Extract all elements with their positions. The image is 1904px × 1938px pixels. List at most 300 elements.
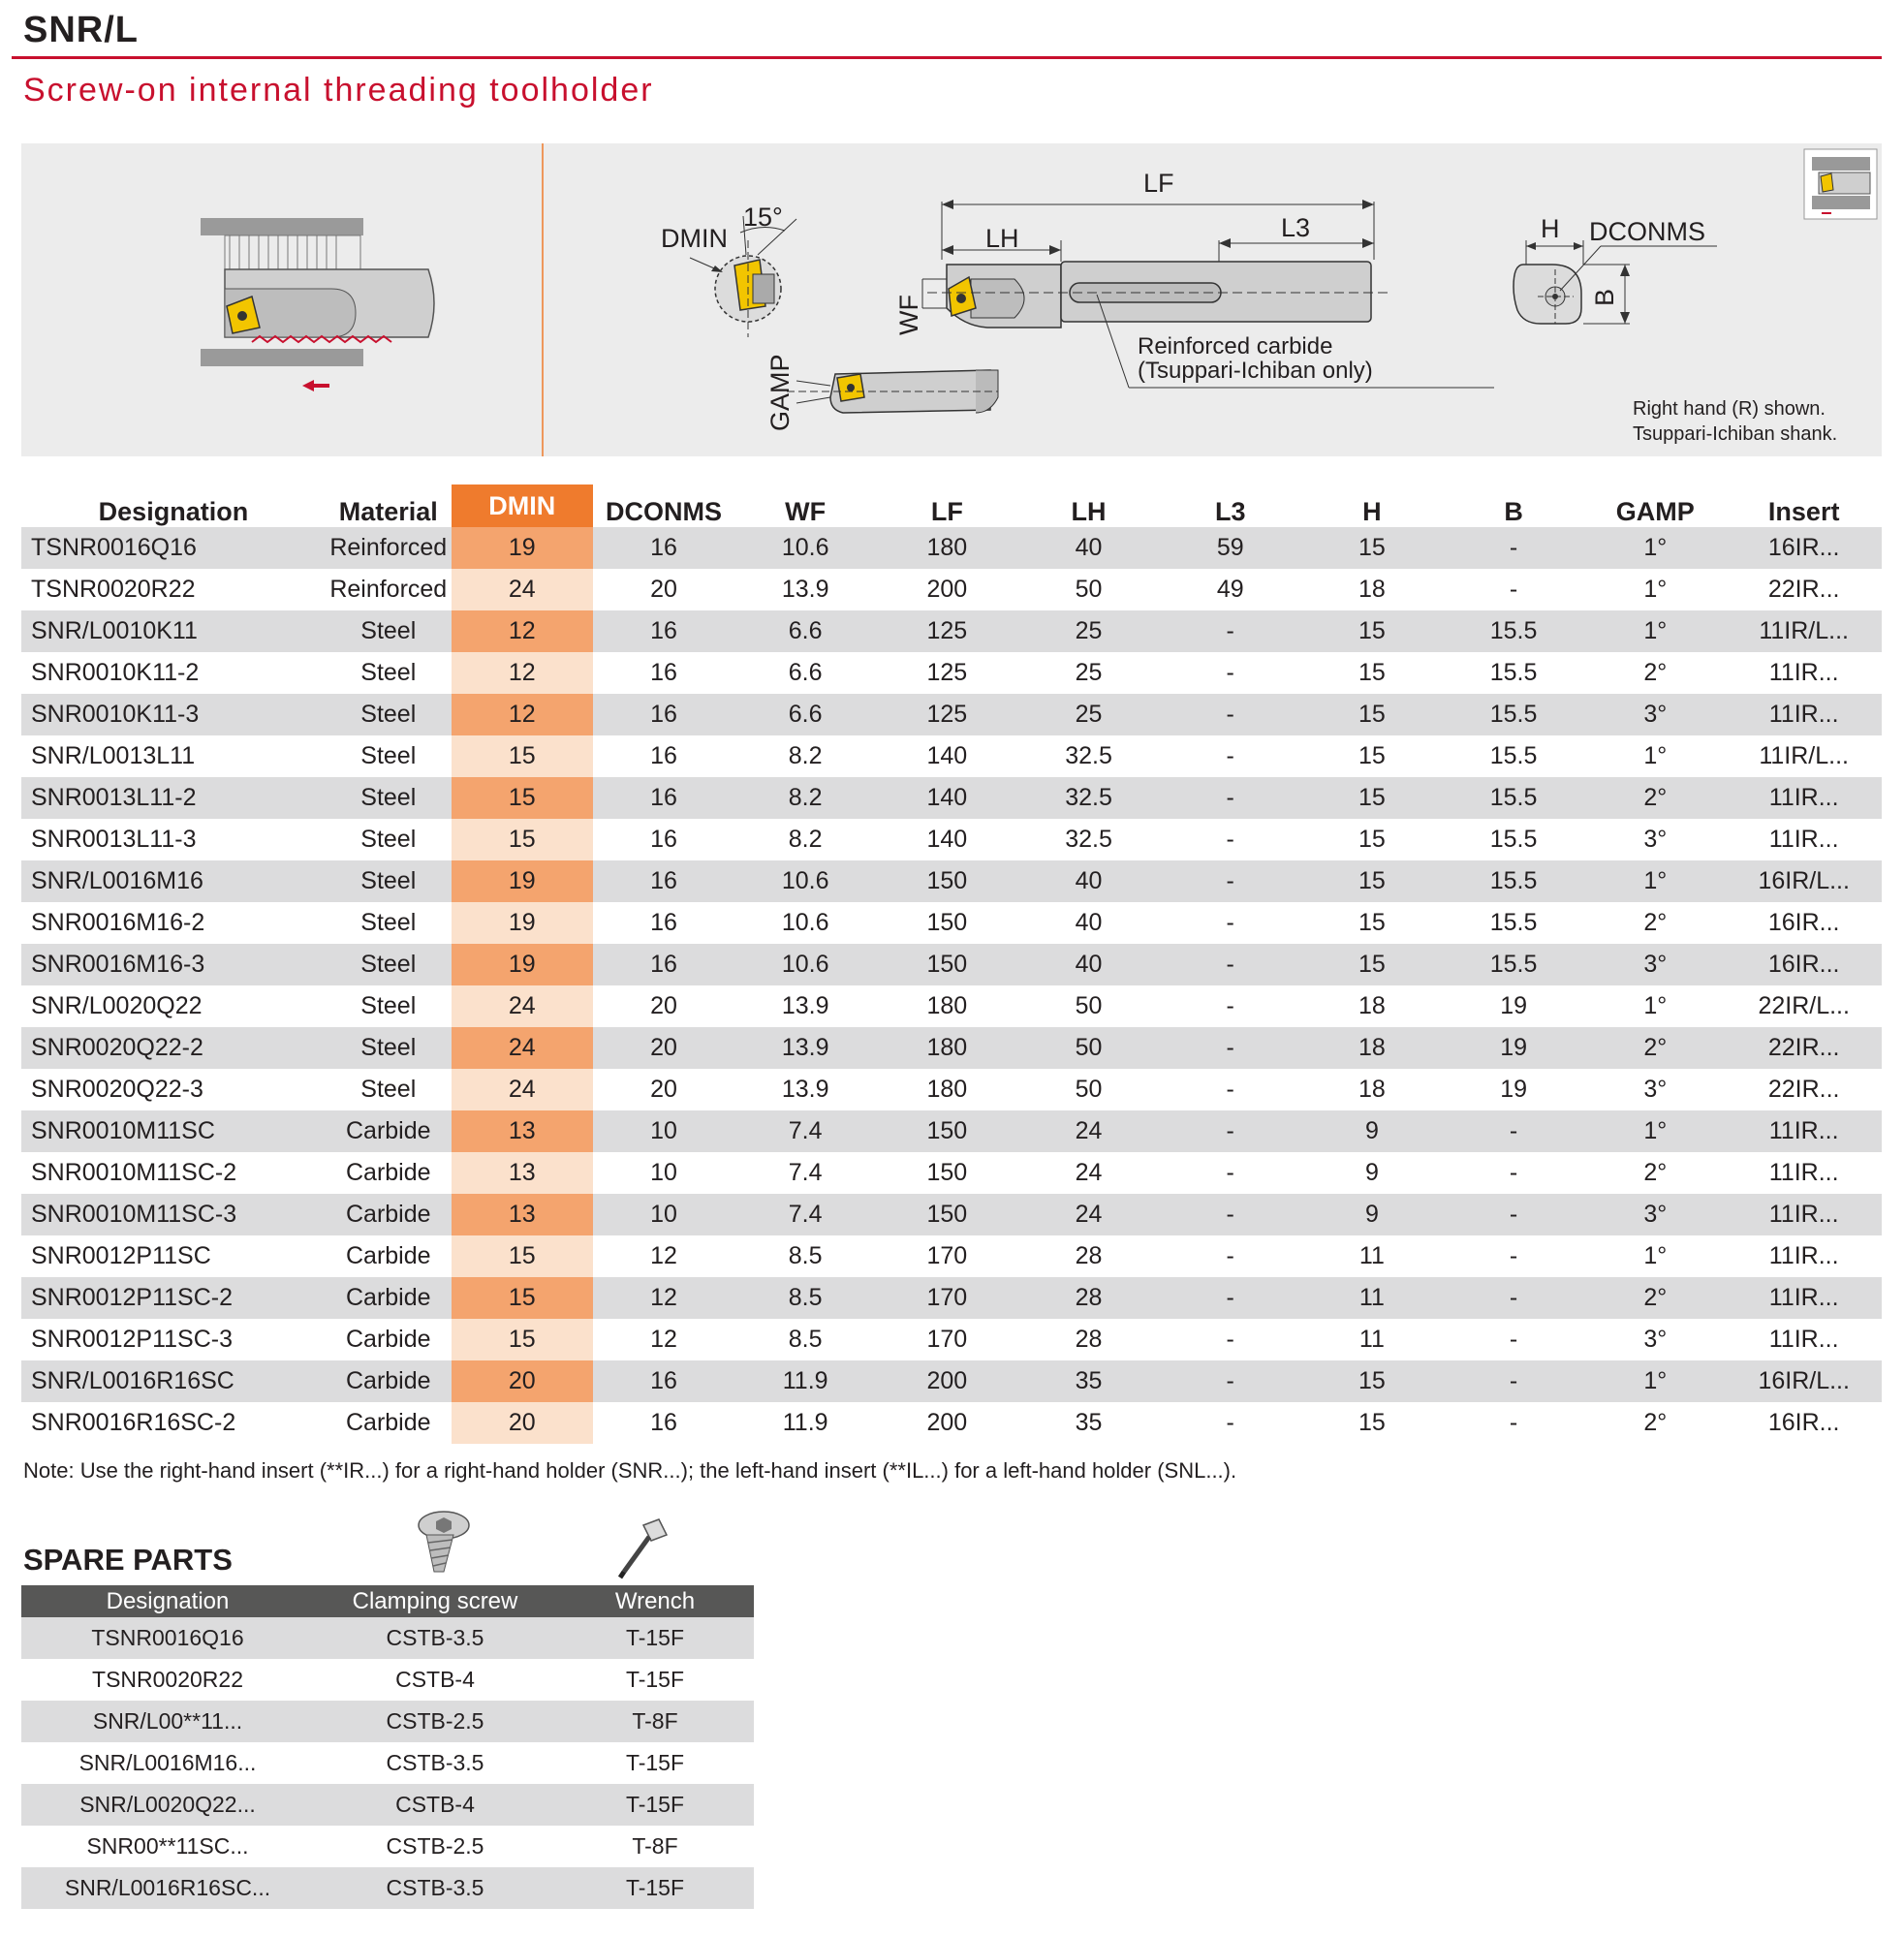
table-header-row <box>21 484 1882 527</box>
table-cell: - <box>1443 1402 1584 1444</box>
table-cell: 16 <box>593 610 734 652</box>
table-cell: - <box>1160 902 1301 944</box>
table-cell: 15.5 <box>1443 610 1584 652</box>
page-subtitle: Screw-on internal threading toolholder <box>23 72 654 109</box>
table-cell: Reinforced <box>326 569 452 610</box>
label-lf: LF <box>1143 169 1174 198</box>
table-row <box>21 1277 1882 1319</box>
table-cell: 16 <box>593 777 734 819</box>
table-cell: 150 <box>876 902 1017 944</box>
table-cell: Steel <box>326 985 452 1027</box>
table-cell: 16 <box>593 1360 734 1402</box>
table-cell: 20 <box>593 985 734 1027</box>
table-cell: 20 <box>593 569 734 610</box>
spare-cell: T-15F <box>556 1659 754 1701</box>
spare-row <box>21 1742 754 1784</box>
table-cell: 12 <box>593 1277 734 1319</box>
col-header: L3 <box>1214 497 1246 526</box>
col-header: WF <box>785 497 827 526</box>
spare-row <box>21 1784 754 1826</box>
table-cell: 15 <box>1301 777 1443 819</box>
table-cell: 8.2 <box>734 735 876 777</box>
table-cell: 16IR... <box>1726 1402 1882 1444</box>
table-cell: 24 <box>1017 1194 1159 1235</box>
spare-cell: CSTB-3.5 <box>314 1742 556 1784</box>
table-cell: 1° <box>1584 985 1726 1027</box>
table-cell: - <box>1443 569 1584 610</box>
table-cell: Carbide <box>326 1402 452 1444</box>
table-cell: 15 <box>452 819 593 860</box>
table-cell: - <box>1160 1235 1301 1277</box>
spare-row <box>21 1701 754 1742</box>
designation-cell: SNR/L0010K11 <box>21 610 326 652</box>
table-cell: 12 <box>452 652 593 694</box>
col-header: H <box>1362 497 1382 526</box>
table-cell: - <box>1160 1194 1301 1235</box>
table-cell: 13.9 <box>734 985 876 1027</box>
table-cell: 7.4 <box>734 1194 876 1235</box>
table-cell: 28 <box>1017 1235 1159 1277</box>
table-cell: - <box>1160 1319 1301 1360</box>
spare-cell: T-8F <box>556 1701 754 1742</box>
table-row <box>21 819 1882 860</box>
designation-cell: SNR0020Q22-3 <box>21 1069 326 1110</box>
table-cell: 28 <box>1017 1319 1159 1360</box>
spare-col-header: Wrench <box>556 1585 754 1617</box>
table-cell: - <box>1443 1110 1584 1152</box>
table-cell: - <box>1160 1402 1301 1444</box>
spare-cell: SNR/L00**11... <box>21 1701 314 1742</box>
table-row <box>21 1402 1882 1444</box>
designation-cell: SNR/L0016R16SC <box>21 1360 326 1402</box>
spare-cell: SNR/L0020Q22... <box>21 1784 314 1826</box>
table-cell: 19 <box>452 860 593 902</box>
table-cell: 50 <box>1017 1027 1159 1069</box>
table-cell: 200 <box>876 1360 1017 1402</box>
table-cell: - <box>1443 1235 1584 1277</box>
table-cell: 12 <box>593 1319 734 1360</box>
table-cell: 1° <box>1584 610 1726 652</box>
table-cell: 15 <box>1301 652 1443 694</box>
table-cell: 11IR... <box>1726 1110 1882 1152</box>
table-cell: 11IR/L... <box>1726 735 1882 777</box>
table-cell: 15 <box>1301 860 1443 902</box>
table-cell: 7.4 <box>734 1152 876 1194</box>
label-wf: WF <box>894 295 923 335</box>
table-cell: - <box>1443 1152 1584 1194</box>
spare-row <box>21 1867 754 1909</box>
table-cell: 19 <box>1443 985 1584 1027</box>
table-cell: 13 <box>452 1152 593 1194</box>
end-view <box>1514 240 1717 324</box>
table-cell: 11IR... <box>1726 1235 1882 1277</box>
label-h: H <box>1541 214 1560 243</box>
col-header: Material <box>338 497 438 526</box>
table-cell: 22IR... <box>1726 1069 1882 1110</box>
table-cell: 22IR... <box>1726 569 1882 610</box>
table-cell: 13 <box>452 1110 593 1152</box>
table-cell: 15.5 <box>1443 777 1584 819</box>
table-cell: 150 <box>876 1194 1017 1235</box>
table-row <box>21 652 1882 694</box>
table-cell: 24 <box>1017 1110 1159 1152</box>
table-cell: - <box>1160 1110 1301 1152</box>
col-header: Designation <box>98 497 249 526</box>
table-cell: 3° <box>1584 1319 1726 1360</box>
table-row <box>21 569 1882 610</box>
table-cell: 13.9 <box>734 1069 876 1110</box>
spare-cell: CSTB-3.5 <box>314 1617 556 1659</box>
table-row <box>21 860 1882 902</box>
table-cell: - <box>1160 860 1301 902</box>
table-cell: 15 <box>452 735 593 777</box>
table-row <box>21 902 1882 944</box>
table-cell: Reinforced <box>326 527 452 569</box>
page-title: SNR/L <box>23 10 139 50</box>
table-row <box>21 527 1882 569</box>
table-cell: 2° <box>1584 1152 1726 1194</box>
table-cell: 150 <box>876 944 1017 985</box>
designation-cell: SNR0010M11SC-3 <box>21 1194 326 1235</box>
table-cell: 2° <box>1584 1277 1726 1319</box>
table-cell: - <box>1160 694 1301 735</box>
gamp-view <box>787 370 998 413</box>
designation-cell: SNR0012P11SC-3 <box>21 1319 326 1360</box>
table-cell: 16IR... <box>1726 902 1882 944</box>
table-cell: 11IR/L... <box>1726 610 1882 652</box>
table-cell: 9 <box>1301 1194 1443 1235</box>
table-cell: Carbide <box>326 1152 452 1194</box>
table-cell: 24 <box>1017 1152 1159 1194</box>
table-cell: 15.5 <box>1443 819 1584 860</box>
table-cell: 150 <box>876 1110 1017 1152</box>
designation-cell: SNR0010K11-2 <box>21 652 326 694</box>
table-cell: 16 <box>593 860 734 902</box>
designation-cell: SNR0016M16-2 <box>21 902 326 944</box>
table-cell: 15 <box>452 1277 593 1319</box>
table-cell: 10.6 <box>734 860 876 902</box>
table-cell: 2° <box>1584 652 1726 694</box>
spare-cell: T-15F <box>556 1617 754 1659</box>
designation-cell: SNR/L0016M16 <box>21 860 326 902</box>
label-b: B <box>1590 288 1619 306</box>
table-cell: 20 <box>593 1069 734 1110</box>
table-cell: - <box>1160 944 1301 985</box>
designation-cell: TSNR0016Q16 <box>21 527 326 569</box>
usage-note: Note: Use the right-hand insert (**IR...) for a right-hand holder (SNR...); the left-hand insert (**IL...) for a left-hand holder (SNL...). <box>23 1458 1237 1483</box>
table-cell: 9 <box>1301 1152 1443 1194</box>
table-cell: 200 <box>876 569 1017 610</box>
table-cell: 24 <box>452 985 593 1027</box>
table-cell: 50 <box>1017 985 1159 1027</box>
designation-cell: SNR0013L11-2 <box>21 777 326 819</box>
table-row <box>21 1152 1882 1194</box>
table-cell: - <box>1160 610 1301 652</box>
table-cell: 11IR... <box>1726 1319 1882 1360</box>
table-cell: 2° <box>1584 1402 1726 1444</box>
spare-cell: CSTB-3.5 <box>314 1867 556 1909</box>
table-cell: 140 <box>876 777 1017 819</box>
table-row <box>21 1194 1882 1235</box>
table-cell: 11IR... <box>1726 694 1882 735</box>
table-cell: 3° <box>1584 694 1726 735</box>
table-cell: 15 <box>452 1235 593 1277</box>
threading-illustration <box>201 218 434 391</box>
table-cell: 24 <box>452 1069 593 1110</box>
table-cell: 10.6 <box>734 902 876 944</box>
col-header: B <box>1504 497 1523 526</box>
table-cell: Carbide <box>326 1277 452 1319</box>
table-cell: 1° <box>1584 527 1726 569</box>
table-cell: 11 <box>1301 1319 1443 1360</box>
table-cell: 1° <box>1584 860 1726 902</box>
table-cell: 12 <box>593 1235 734 1277</box>
table-cell: Steel <box>326 944 452 985</box>
table-cell: - <box>1443 1194 1584 1235</box>
wrench-icon <box>610 1512 678 1581</box>
table-cell: 16 <box>593 527 734 569</box>
table-cell: - <box>1443 1277 1584 1319</box>
col-header-dmin: DMIN <box>452 484 593 527</box>
table-cell: 3° <box>1584 944 1726 985</box>
table-cell: 15 <box>1301 944 1443 985</box>
table-cell: 125 <box>876 694 1017 735</box>
table-cell: Carbide <box>326 1194 452 1235</box>
table-cell: 18 <box>1301 985 1443 1027</box>
table-row <box>21 985 1882 1027</box>
table-cell: Steel <box>326 735 452 777</box>
table-cell: 2° <box>1584 777 1726 819</box>
table-cell: 11 <box>1301 1235 1443 1277</box>
table-cell: - <box>1443 1319 1584 1360</box>
table-cell: 35 <box>1017 1360 1159 1402</box>
table-cell: - <box>1160 1069 1301 1110</box>
table-cell: 10.6 <box>734 944 876 985</box>
table-row <box>21 694 1882 735</box>
table-cell: 16IR... <box>1726 944 1882 985</box>
table-cell: 16IR/L... <box>1726 1360 1882 1402</box>
designation-cell: SNR0016M16-3 <box>21 944 326 985</box>
table-cell: 15.5 <box>1443 860 1584 902</box>
table-cell: 10 <box>593 1110 734 1152</box>
table-cell: 3° <box>1584 819 1726 860</box>
table-cell: 15 <box>1301 694 1443 735</box>
table-cell: 24 <box>452 1027 593 1069</box>
table-cell: 170 <box>876 1319 1017 1360</box>
spare-cell: CSTB-2.5 <box>314 1701 556 1742</box>
table-cell: Steel <box>326 860 452 902</box>
table-cell: 11IR... <box>1726 652 1882 694</box>
table-cell: 6.6 <box>734 652 876 694</box>
toolholder-table <box>21 484 1882 1444</box>
table-cell: 20 <box>593 1027 734 1069</box>
col-header: Insert <box>1767 497 1840 526</box>
table-cell: 19 <box>1443 1069 1584 1110</box>
designation-cell: SNR0010K11-3 <box>21 694 326 735</box>
table-cell: 28 <box>1017 1277 1159 1319</box>
col-header: DCONMS <box>605 497 722 526</box>
table-cell: 32.5 <box>1017 735 1159 777</box>
table-cell: 20 <box>452 1402 593 1444</box>
table-cell: - <box>1160 777 1301 819</box>
table-cell: 16IR... <box>1726 527 1882 569</box>
table-cell: 40 <box>1017 944 1159 985</box>
table-cell: - <box>1160 985 1301 1027</box>
table-cell: 19 <box>452 902 593 944</box>
table-cell: 16 <box>593 1402 734 1444</box>
table-cell: 2° <box>1584 902 1726 944</box>
table-cell: 180 <box>876 1069 1017 1110</box>
table-cell: 22IR... <box>1726 1027 1882 1069</box>
table-cell: 16 <box>593 902 734 944</box>
table-cell: 140 <box>876 735 1017 777</box>
spare-parts-title: SPARE PARTS <box>23 1543 233 1577</box>
designation-cell: SNR0010M11SC <box>21 1110 326 1152</box>
tool-diagram-panel <box>21 143 1882 456</box>
spare-cell: SNR/L0016R16SC... <box>21 1867 314 1909</box>
table-cell: 11IR... <box>1726 777 1882 819</box>
spare-cell: T-8F <box>556 1826 754 1867</box>
table-cell: 18 <box>1301 1069 1443 1110</box>
table-cell: - <box>1160 1027 1301 1069</box>
designation-cell: SNR/L0013L11 <box>21 735 326 777</box>
table-cell: 19 <box>1443 1027 1584 1069</box>
table-cell: 1° <box>1584 569 1726 610</box>
table-row <box>21 944 1882 985</box>
table-cell: 15 <box>1301 902 1443 944</box>
table-cell: 6.6 <box>734 694 876 735</box>
table-cell: 12 <box>452 610 593 652</box>
table-cell: 32.5 <box>1017 777 1159 819</box>
table-cell: 15.5 <box>1443 652 1584 694</box>
table-cell: 180 <box>876 1027 1017 1069</box>
designation-cell: SNR0012P11SC-2 <box>21 1277 326 1319</box>
table-row <box>21 1235 1882 1277</box>
spare-row <box>21 1826 754 1867</box>
table-cell: 25 <box>1017 652 1159 694</box>
spare-cell: CSTB-4 <box>314 1784 556 1826</box>
table-cell: 16 <box>593 735 734 777</box>
table-cell: 19 <box>452 944 593 985</box>
label-dmin: DMIN <box>661 224 728 253</box>
table-row <box>21 777 1882 819</box>
label-lh: LH <box>985 224 1019 253</box>
designation-cell: SNR0016R16SC-2 <box>21 1402 326 1444</box>
table-cell: Carbide <box>326 1110 452 1152</box>
table-cell: 18 <box>1301 1027 1443 1069</box>
table-cell: 16 <box>593 944 734 985</box>
table-cell: 59 <box>1160 527 1301 569</box>
table-row <box>21 1110 1882 1152</box>
table-row <box>21 1069 1882 1110</box>
table-cell: 32.5 <box>1017 819 1159 860</box>
table-cell: 25 <box>1017 694 1159 735</box>
label-gamp: GAMP <box>765 354 795 431</box>
table-cell: 22IR/L... <box>1726 985 1882 1027</box>
table-cell: 11IR... <box>1726 1152 1882 1194</box>
table-cell: 170 <box>876 1277 1017 1319</box>
thumbnail-icon <box>1804 149 1877 219</box>
table-cell: 49 <box>1160 569 1301 610</box>
spare-cell: SNR/L0016M16... <box>21 1742 314 1784</box>
designation-cell: SNR0013L11-3 <box>21 819 326 860</box>
spare-col-header: Clamping screw <box>314 1585 556 1617</box>
table-cell: 140 <box>876 819 1017 860</box>
table-cell: Carbide <box>326 1360 452 1402</box>
table-cell: 19 <box>452 527 593 569</box>
table-cell: 11.9 <box>734 1402 876 1444</box>
spare-cell: TSNR0016Q16 <box>21 1617 314 1659</box>
col-header: LH <box>1071 497 1107 526</box>
table-cell: 8.2 <box>734 819 876 860</box>
designation-cell: SNR0012P11SC <box>21 1235 326 1277</box>
table-cell: 15 <box>452 777 593 819</box>
table-cell: Steel <box>326 819 452 860</box>
table-cell: 13 <box>452 1194 593 1235</box>
table-cell: Steel <box>326 1069 452 1110</box>
table-cell: 2° <box>1584 1027 1726 1069</box>
table-cell: 11IR... <box>1726 1277 1882 1319</box>
table-cell: 15.5 <box>1443 944 1584 985</box>
clamping-screw-icon <box>405 1508 475 1581</box>
table-cell: 170 <box>876 1235 1017 1277</box>
table-cell: 12 <box>452 694 593 735</box>
table-cell: 35 <box>1017 1402 1159 1444</box>
table-cell: 24 <box>452 569 593 610</box>
table-cell: 13.9 <box>734 1027 876 1069</box>
table-cell: 16 <box>593 819 734 860</box>
table-row <box>21 735 1882 777</box>
table-cell: 15 <box>1301 1402 1443 1444</box>
table-cell: 10 <box>593 1152 734 1194</box>
table-cell: 3° <box>1584 1069 1726 1110</box>
table-cell: - <box>1160 735 1301 777</box>
table-cell: 15.5 <box>1443 694 1584 735</box>
table-cell: - <box>1160 1360 1301 1402</box>
table-cell: 15.5 <box>1443 902 1584 944</box>
table-cell: 40 <box>1017 902 1159 944</box>
table-cell: Steel <box>326 652 452 694</box>
col-header: LF <box>930 497 963 526</box>
table-cell: 1° <box>1584 1110 1726 1152</box>
spare-header-row <box>21 1585 754 1617</box>
col-header: GAMP <box>1615 497 1695 526</box>
table-cell: 25 <box>1017 610 1159 652</box>
table-cell: 7.4 <box>734 1110 876 1152</box>
table-row <box>21 1319 1882 1360</box>
table-cell: 15 <box>1301 610 1443 652</box>
caption-line-1: Right hand (R) shown. <box>1633 398 1826 420</box>
designation-cell: SNR0020Q22-2 <box>21 1027 326 1069</box>
table-cell: 1° <box>1584 1235 1726 1277</box>
table-cell: - <box>1160 1152 1301 1194</box>
spare-row <box>21 1659 754 1701</box>
table-cell: 15.5 <box>1443 735 1584 777</box>
designation-cell: SNR/L0020Q22 <box>21 985 326 1027</box>
table-cell: 6.6 <box>734 610 876 652</box>
table-cell: 10 <box>593 1194 734 1235</box>
table-cell: 11 <box>1301 1277 1443 1319</box>
caption-line-2: Tsuppari-Ichiban shank. <box>1633 423 1838 445</box>
table-cell: 150 <box>876 1152 1017 1194</box>
table-cell: Steel <box>326 1027 452 1069</box>
label-dconms: DCONMS <box>1589 217 1705 246</box>
spare-cell: T-15F <box>556 1784 754 1826</box>
table-cell: 11IR... <box>1726 819 1882 860</box>
table-cell: 8.2 <box>734 777 876 819</box>
table-cell: Steel <box>326 777 452 819</box>
table-cell: 18 <box>1301 569 1443 610</box>
